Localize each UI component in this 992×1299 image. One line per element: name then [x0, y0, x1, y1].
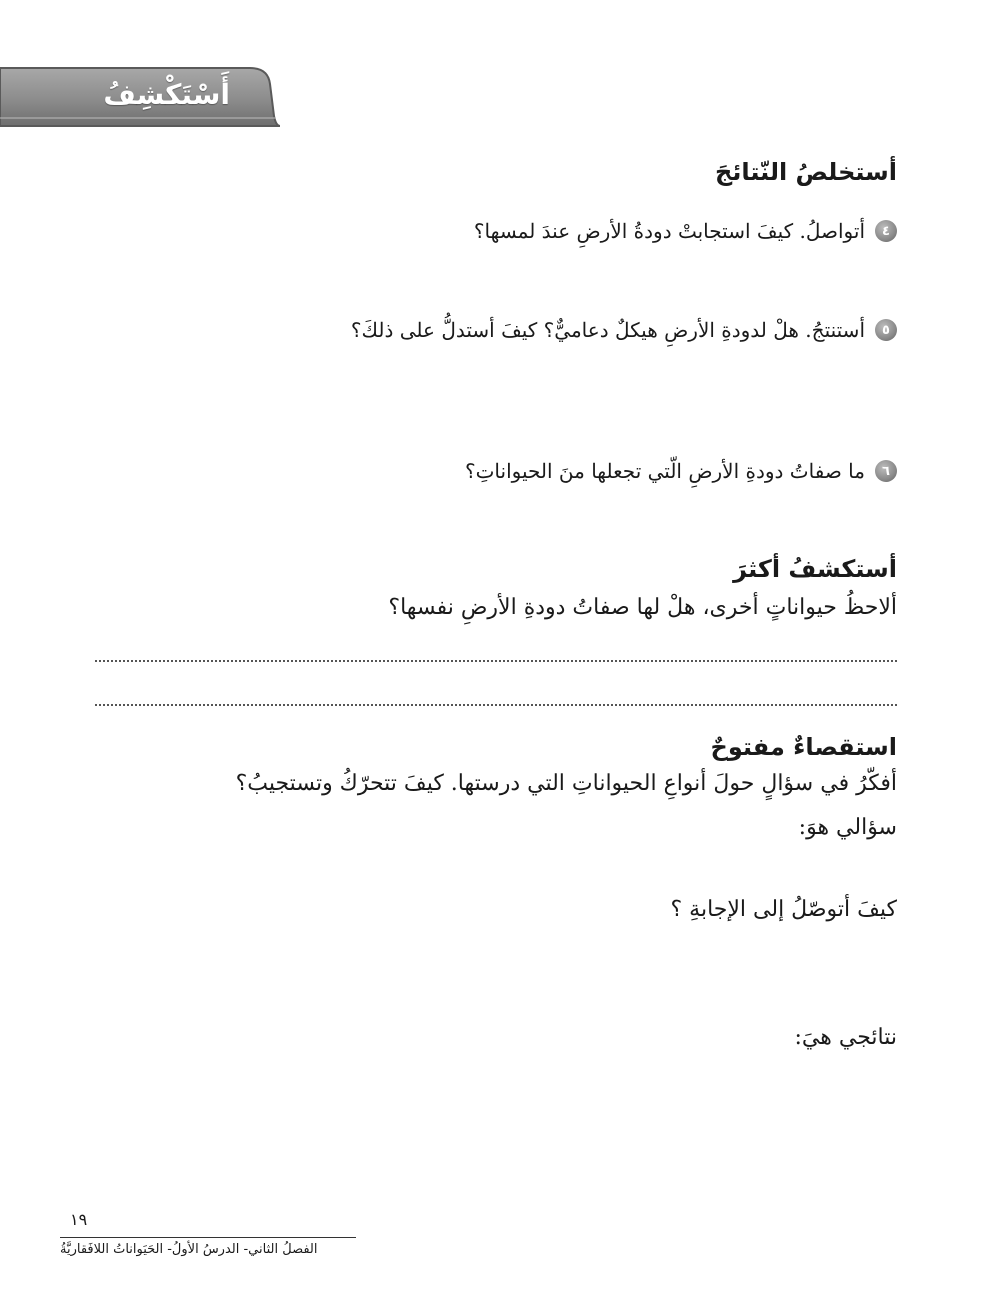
my-question-label: سؤالي هوَ:: [798, 815, 897, 840]
question-text: ما صفاتُ دودةِ الأرضِ الّتي تجعلها منَ الحيواناتِ؟: [464, 459, 865, 483]
footer-breadcrumb: الفصلُ الثاني- الدرسُ الأولُ- الحَيَواناتُ اللافَقاريَّةُ: [60, 1242, 318, 1257]
how-to-answer-label: كيفَ أتوصّلُ إلى الإجابةِ ؟: [670, 897, 897, 922]
explore-more-heading: أستكشفُ أكثرَ: [733, 555, 897, 583]
question-number-badge: ٤: [875, 220, 897, 242]
answer-line-2[interactable]: [95, 704, 897, 706]
page-number: ١٩: [70, 1210, 88, 1229]
open-inquiry-prompt: أفكّرُ في سؤالٍ حولَ أنواعِ الحيواناتِ التي درستها. كيفَ تتحرّكُ وتستجيبُ؟: [235, 771, 897, 796]
my-results-label: نتائجي هيَ:: [794, 1025, 897, 1050]
section-tab-title: أَسْتَكْشِفُ: [103, 78, 230, 111]
question-text: أستنتجُ. هلْ لدودةِ الأرضِ هيكلٌ دعاميٌّ؟ كيفَ أستدلُّ على ذلكَ؟: [350, 318, 865, 342]
answer-line-1[interactable]: [95, 660, 897, 662]
question-4: [474, 219, 897, 243]
open-inquiry-heading: استقصاءٌ مفتوحٌ: [710, 733, 897, 761]
section-tab: [0, 66, 280, 128]
footer-divider: [60, 1237, 356, 1238]
conclusions-heading: أستخلصُ النّتائجَ: [715, 158, 897, 186]
question-text: أتواصلُ. كيفَ استجابتْ دودةُ الأرضِ عندَ لمسها؟: [473, 219, 865, 243]
question-number-badge: ٥: [875, 319, 897, 341]
question-number-badge: ٦: [875, 460, 897, 482]
explore-more-text: ألاحظُ حيواناتٍ أخرى، هلْ لها صفاتُ دودةِ الأرضِ نفسها؟: [388, 595, 897, 620]
question-6: [465, 459, 897, 483]
question-5: [351, 318, 897, 342]
